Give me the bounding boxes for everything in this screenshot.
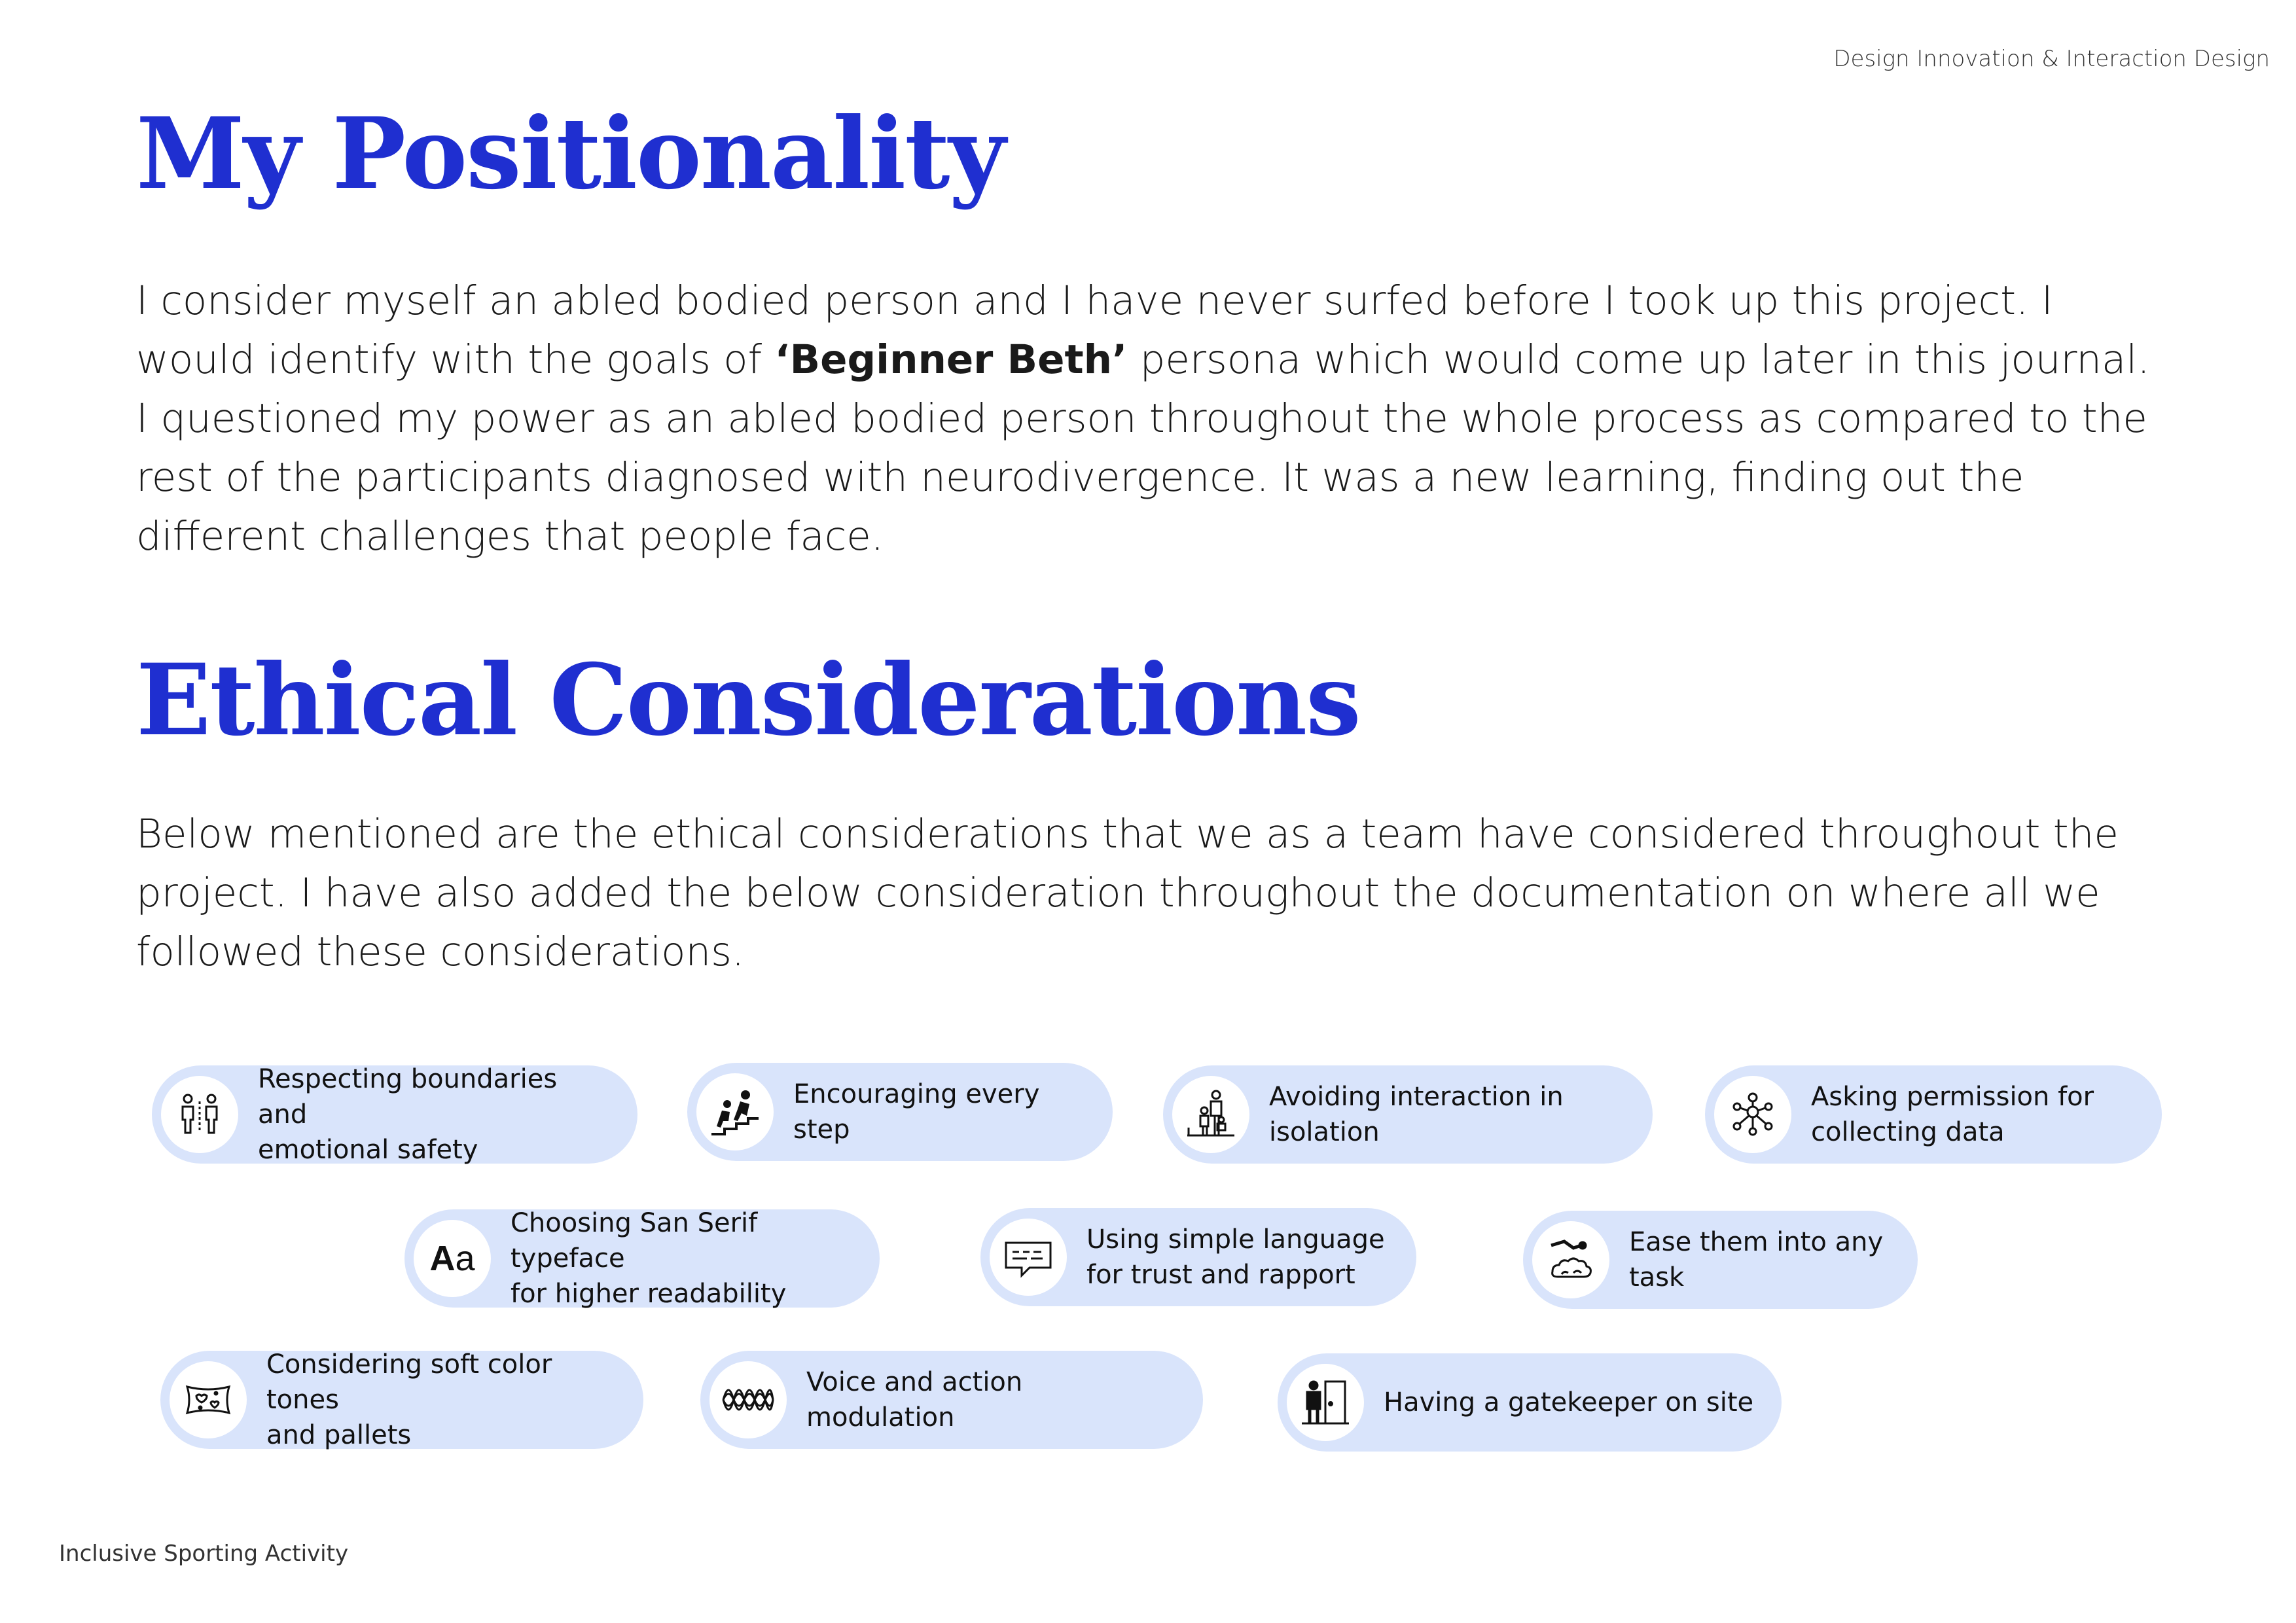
typeface-light-glyph: a (455, 1239, 475, 1278)
consideration-label: Respecting boundaries and emotional safety (258, 1064, 558, 1165)
swimmer-icon (1532, 1221, 1609, 1298)
consideration-label: Encouraging every step (793, 1079, 1040, 1145)
consideration-gatekeeper (1278, 1353, 1782, 1452)
positionality-paragraph (136, 272, 2159, 566)
consideration-avoiding-isolation (1163, 1065, 1653, 1164)
persona-name: ‘Beginner Beth’ (774, 336, 1128, 383)
typeface-icon (414, 1220, 491, 1297)
two-people-boundary-icon (161, 1076, 238, 1153)
positionality-title: My Positionality (136, 96, 1005, 211)
consideration-voice-modulation (700, 1351, 1203, 1449)
consideration-label: Avoiding interaction in isolation (1269, 1082, 1564, 1147)
consideration-respecting-boundaries (152, 1065, 637, 1164)
speech-bubble-icon (990, 1219, 1067, 1296)
group-people-icon (1172, 1076, 1249, 1153)
climbing-steps-icon (696, 1073, 774, 1150)
typeface-bold-glyph: A (429, 1239, 456, 1278)
consideration-soft-colors (160, 1351, 643, 1449)
consideration-label: Choosing San Serif typeface for higher readability (511, 1208, 787, 1309)
project-name: Inclusive Sporting Activity (59, 1541, 349, 1567)
soft-pillow-icon (170, 1361, 247, 1438)
consideration-label: Having a gatekeeper on site (1384, 1387, 1754, 1418)
ethics-intro: Below mentioned are the ethical considerations that we as a team have considered throughout the project. I have also added the below consideration throughout the documentation on where all we followed these considerations. (136, 811, 2119, 975)
positionality-text-before: I consider myself an abled bodied person and I have never surfed before I took up this project. I would identify with the goals of (136, 277, 2053, 383)
consideration-label: Asking permission for collecting data (1811, 1082, 2094, 1147)
consideration-asking-permission (1705, 1065, 2162, 1164)
data-network-icon (1714, 1076, 1791, 1153)
course-name: Design Innovation & Interaction Design (1833, 46, 2270, 72)
consideration-label: Considering soft color tones and pallets (266, 1349, 552, 1450)
consideration-label: Ease them into any task (1629, 1227, 1884, 1293)
gatekeeper-door-icon (1287, 1364, 1364, 1441)
consideration-encouraging-steps (687, 1063, 1113, 1161)
consideration-simple-language (980, 1208, 1416, 1306)
consideration-ease-into-task (1523, 1211, 1918, 1309)
positionality-text-after: persona which would come up later in this journal. I questioned my power as an abled bodied person throughout the whole process as compared to the rest of the participants diagnosed with neurodivergence. It was a new learning, finding out the different challenges that people face. (136, 336, 2150, 560)
consideration-sans-serif (404, 1209, 880, 1308)
consideration-label: Using simple language for trust and rapport (1086, 1224, 1385, 1290)
sound-wave-icon (709, 1361, 787, 1438)
ethics-title: Ethical Considerations (136, 643, 1360, 758)
consideration-label: Voice and action modulation (806, 1367, 1023, 1433)
